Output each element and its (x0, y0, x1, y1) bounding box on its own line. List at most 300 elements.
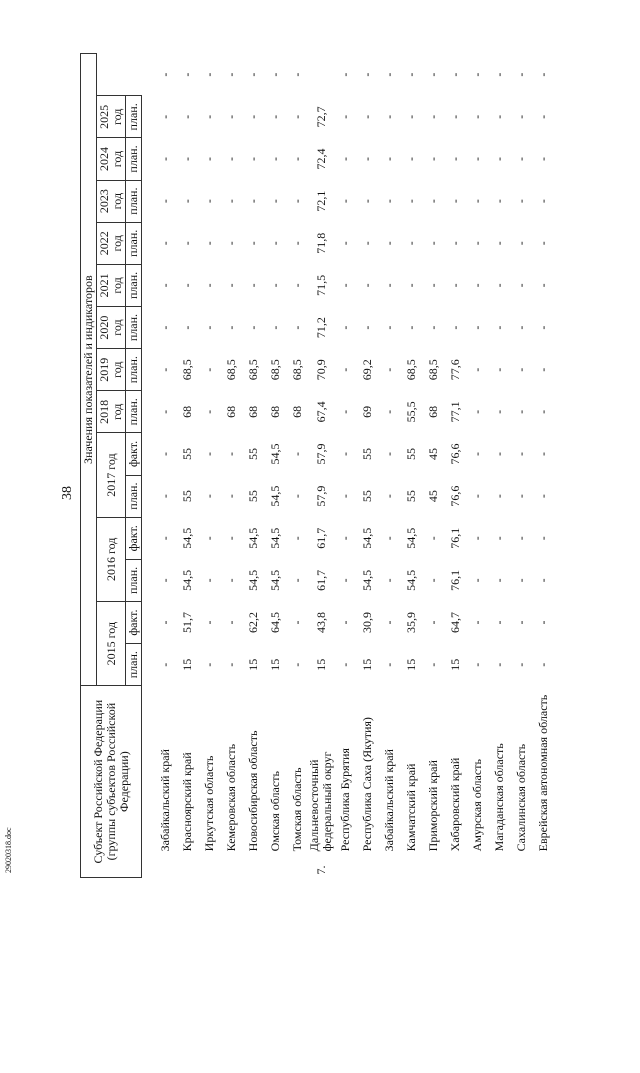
value-cell: - (179, 283, 194, 288)
value-cell: - (513, 367, 528, 372)
value-cell: - (491, 283, 506, 288)
value-cell: - (337, 283, 352, 288)
value-cell: - (267, 72, 282, 77)
value-cell: - (381, 241, 396, 246)
value-cell: - (359, 241, 374, 246)
footer-filename (4, 827, 16, 1073)
region-name: Забайкальский край (381, 749, 396, 852)
region-name: Забайкальский край (157, 749, 172, 852)
value-cell: - (425, 199, 440, 204)
value-cell: 68,5 (425, 359, 440, 381)
value-cell: - (267, 283, 282, 288)
value-cell: 15 (313, 658, 328, 671)
region-name: Магаданская область (491, 743, 506, 852)
value-cell: - (491, 325, 506, 330)
value-cell: - (469, 325, 484, 330)
value-cell: - (157, 409, 172, 414)
table-row (422, 54, 444, 878)
value-cell: 54,5 (359, 527, 374, 549)
value-cell: - (337, 494, 352, 499)
value-cell: - (381, 494, 396, 499)
value-cell: 69 (359, 405, 374, 418)
value-cell: - (337, 367, 352, 372)
indicators-header: Значения показателей и индикаторов (81, 54, 97, 686)
value-cell: - (535, 241, 550, 246)
value-cell: - (447, 114, 462, 119)
region-name: Хабаровский край (447, 757, 462, 852)
value-cell: - (491, 241, 506, 246)
value-cell: 67,4 (313, 401, 328, 423)
value-cell: - (245, 283, 260, 288)
region-name: Республика Саха (Якутия) (359, 717, 374, 852)
table-row (356, 54, 378, 878)
value-cell: - (425, 241, 440, 246)
value-cell: - (337, 72, 352, 77)
value-cell: 72,7 (313, 106, 328, 128)
value-cell: - (381, 662, 396, 667)
value-cell: - (245, 157, 260, 161)
value-cell: - (201, 157, 216, 161)
value-cell: - (201, 578, 216, 583)
value-cell: - (535, 536, 550, 541)
row-number (488, 854, 510, 877)
region-name: Еврейская автономная область (535, 694, 550, 852)
value-cell: - (337, 578, 352, 583)
table-row (466, 54, 488, 878)
value-cell: - (359, 72, 374, 77)
rotated-page (60, 40, 640, 880)
year-2024-header: 2024 год (97, 138, 126, 180)
value-cell: - (403, 199, 418, 204)
value-cell: - (359, 157, 374, 161)
value-cell: 15 (245, 658, 260, 671)
value-cell: 68,5 (267, 359, 282, 381)
value-cell: - (535, 325, 550, 330)
value-cell: 57,9 (313, 485, 328, 507)
value-cell: - (535, 620, 550, 625)
value-cell: - (513, 325, 528, 330)
value-cell: - (381, 536, 396, 541)
value-cell: - (491, 199, 506, 204)
region-name: Амурская область (469, 759, 484, 852)
value-cell: - (447, 283, 462, 288)
value-cell: - (337, 241, 352, 246)
table-row (242, 54, 264, 878)
value-cell: - (157, 367, 172, 372)
table-row (264, 54, 286, 878)
value-cell: - (513, 283, 528, 288)
table-row (308, 54, 334, 878)
year-2016-header: 2016 год (97, 517, 126, 601)
value-cell: - (201, 72, 216, 77)
value-cell: - (491, 494, 506, 499)
value-cell: 68 (223, 405, 238, 418)
value-cell: - (447, 241, 462, 246)
value-cell: - (337, 536, 352, 541)
value-cell: - (469, 199, 484, 204)
value-cell: 15 (447, 658, 462, 671)
region-name: Камчатский край (403, 763, 418, 852)
value-cell: - (469, 494, 484, 499)
value-cell: - (267, 241, 282, 246)
value-cell: - (469, 114, 484, 119)
value-cell: - (469, 283, 484, 288)
value-cell: - (491, 662, 506, 667)
region-name: Новосибирская область (245, 730, 260, 852)
value-cell: - (289, 620, 304, 625)
value-cell: - (337, 157, 352, 161)
fact-subheader: факт. (126, 601, 142, 643)
value-cell: 68,5 (289, 359, 304, 381)
value-cell: 72,4 (313, 148, 328, 170)
value-cell: - (513, 451, 528, 456)
value-cell: 57,9 (313, 443, 328, 465)
value-cell: - (157, 494, 172, 499)
value-cell: 15 (267, 658, 282, 671)
value-cell: - (491, 72, 506, 77)
value-cell: - (447, 325, 462, 330)
value-cell: 68 (289, 405, 304, 418)
value-cell: 68,5 (403, 359, 418, 381)
row-number (378, 854, 400, 877)
page-number: 38 (60, 486, 75, 500)
value-cell: - (425, 157, 440, 161)
value-cell: - (469, 241, 484, 246)
value-cell (308, 54, 334, 96)
plan-subheader: план. (126, 306, 142, 348)
plan-subheader: план. (126, 222, 142, 264)
value-cell: - (535, 578, 550, 583)
value-cell: 55 (403, 490, 418, 503)
value-cell: - (157, 662, 172, 667)
value-cell: - (179, 114, 194, 119)
row-number (154, 854, 176, 877)
value-cell: - (447, 199, 462, 204)
row-number (422, 854, 444, 877)
value-cell: - (447, 72, 462, 77)
value-cell: - (425, 114, 440, 119)
value-cell: - (337, 620, 352, 625)
value-cell: - (157, 536, 172, 541)
table-row (334, 54, 356, 878)
region-name: Красноярский край (179, 752, 194, 852)
year-2015-header: 2015 год (97, 601, 126, 685)
value-cell: - (381, 578, 396, 583)
region-name: Кемеровская область (223, 743, 238, 852)
value-cell: - (403, 114, 418, 119)
value-cell: - (535, 409, 550, 414)
value-cell: - (535, 662, 550, 667)
table-row (444, 54, 466, 878)
spacer-row (142, 54, 155, 878)
value-cell: 54,5 (267, 569, 282, 591)
value-cell: - (469, 578, 484, 583)
value-cell: - (289, 578, 304, 583)
value-cell: - (289, 199, 304, 204)
value-cell: - (513, 241, 528, 246)
value-cell: 68 (425, 405, 440, 418)
value-cell: - (179, 199, 194, 204)
value-cell: - (223, 536, 238, 541)
region-name: Иркутская область (201, 755, 216, 852)
value-cell: 68,5 (223, 359, 238, 381)
value-cell: 55 (359, 447, 374, 460)
value-cell: 68,5 (245, 359, 260, 381)
table-row (488, 54, 510, 878)
value-cell: 45 (425, 490, 440, 503)
year-2020-header: 2020 год (97, 306, 126, 348)
value-cell: 54,5 (245, 527, 260, 549)
row-number (510, 854, 532, 877)
value-cell: - (201, 325, 216, 330)
value-cell: - (535, 114, 550, 119)
value-cell: - (403, 241, 418, 246)
value-cell: - (223, 114, 238, 119)
value-cell: 15 (403, 658, 418, 671)
table-header (81, 54, 142, 878)
value-cell: 55 (359, 490, 374, 503)
value-cell: 55 (245, 490, 260, 503)
value-cell: 77,6 (447, 359, 462, 381)
value-cell: - (491, 451, 506, 456)
value-cell: - (513, 662, 528, 667)
value-cell: - (201, 536, 216, 541)
value-cell: - (289, 494, 304, 499)
footer-text: 29020318.doc (4, 827, 13, 873)
region-name: Приморский край (425, 760, 440, 852)
value-cell: - (245, 199, 260, 204)
value-cell: 62,2 (245, 612, 260, 634)
value-cell: - (289, 451, 304, 456)
year-2021-header: 2021 год (97, 264, 126, 306)
region-name: Сахалинская область (513, 743, 528, 852)
value-cell: - (223, 578, 238, 583)
value-cell: - (513, 409, 528, 414)
value-cell: - (381, 114, 396, 119)
value-cell: - (491, 409, 506, 414)
value-cell: - (535, 367, 550, 372)
value-cell: - (491, 578, 506, 583)
region-name: Республика Бурятия (337, 748, 352, 852)
table-row (510, 54, 532, 878)
value-cell: - (513, 114, 528, 119)
plan-subheader: план. (126, 475, 142, 517)
value-cell: - (425, 620, 440, 625)
year-2019-header: 2019 год (97, 349, 126, 391)
value-cell: - (381, 451, 396, 456)
value-cell: - (201, 241, 216, 246)
plan-subheader: план. (126, 180, 142, 222)
value-cell: - (201, 283, 216, 288)
value-cell: - (223, 72, 238, 77)
table-row (378, 54, 400, 878)
value-cell: 55 (403, 447, 418, 460)
value-cell: 68 (179, 405, 194, 418)
value-cell: - (337, 114, 352, 119)
value-cell: 71,8 (313, 232, 328, 254)
table-row (220, 54, 242, 878)
value-cell: - (223, 157, 238, 161)
value-cell: 54,5 (179, 527, 194, 549)
value-cell: - (201, 114, 216, 119)
value-cell: - (201, 409, 216, 414)
value-cell: - (289, 536, 304, 541)
value-cell: 64,7 (447, 612, 462, 634)
value-cell: - (201, 662, 216, 667)
value-cell: - (381, 325, 396, 330)
value-cell: 54,5 (245, 569, 260, 591)
value-cell: - (469, 662, 484, 667)
value-cell: - (381, 199, 396, 204)
value-cell: - (267, 325, 282, 330)
value-cell: - (223, 199, 238, 204)
value-cell: - (359, 283, 374, 288)
value-cell: - (469, 367, 484, 372)
value-cell: - (381, 72, 396, 77)
table-row (176, 54, 198, 878)
value-cell: - (201, 451, 216, 456)
value-cell: 68 (267, 405, 282, 418)
plan-subheader: план. (126, 138, 142, 180)
value-cell: - (337, 662, 352, 667)
value-cell: - (289, 325, 304, 330)
value-cell: 68,5 (179, 359, 194, 381)
table-body (142, 54, 555, 878)
value-cell: 30,9 (359, 612, 374, 634)
value-cell: - (403, 157, 418, 161)
value-cell: 76,6 (447, 485, 462, 507)
value-cell: - (201, 620, 216, 625)
value-cell: - (157, 72, 172, 77)
row-number (532, 854, 554, 877)
value-cell: 51,7 (179, 612, 194, 634)
value-cell: - (359, 114, 374, 119)
row-number (334, 854, 356, 877)
value-cell: - (359, 325, 374, 330)
value-cell: - (469, 72, 484, 77)
value-cell: - (535, 199, 550, 204)
region-name: Томская область (289, 767, 304, 852)
value-cell: - (381, 367, 396, 372)
value-cell: - (535, 451, 550, 456)
row-number (198, 854, 220, 877)
value-cell: - (337, 325, 352, 330)
value-cell: - (157, 114, 172, 119)
value-cell: - (403, 283, 418, 288)
value-cell: - (513, 620, 528, 625)
fact-subheader: факт. (126, 517, 142, 559)
year-2025-header: 2025 год (97, 96, 126, 138)
value-cell: - (267, 157, 282, 161)
value-cell: - (157, 620, 172, 625)
value-cell: 64,5 (267, 612, 282, 634)
value-cell: - (535, 494, 550, 499)
plan-subheader: план. (126, 559, 142, 601)
year-2022-header: 2022 год (97, 222, 126, 264)
value-cell: 54,5 (179, 569, 194, 591)
value-cell: - (179, 241, 194, 246)
value-cell: 61,7 (313, 569, 328, 591)
row-number: 7. (313, 865, 328, 875)
value-cell: 55 (245, 447, 260, 460)
value-cell: - (513, 72, 528, 77)
row-number (444, 854, 466, 877)
region-name: Дальневосточный федеральный округ (307, 751, 334, 852)
value-cell: 55 (179, 447, 194, 460)
value-cell: - (491, 114, 506, 119)
value-cell: - (535, 283, 550, 288)
value-cell: - (157, 283, 172, 288)
value-cell: - (469, 536, 484, 541)
value-cell: - (223, 494, 238, 499)
value-cell: - (359, 199, 374, 204)
value-cell: - (223, 451, 238, 456)
value-cell: 70,9 (313, 359, 328, 381)
value-cell: 76,6 (447, 443, 462, 465)
value-cell: 72,1 (313, 190, 328, 212)
subject-header: Субъект Российской Федерации (группы субъектов Российской Федерации) (81, 686, 142, 878)
value-cell: 55,5 (403, 401, 418, 423)
value-cell: - (245, 241, 260, 246)
value-cell: - (157, 241, 172, 246)
value-cell: - (513, 157, 528, 161)
value-cell: - (381, 157, 396, 161)
value-cell: 43,8 (313, 612, 328, 634)
table-row (154, 54, 176, 878)
value-cell: 69,2 (359, 359, 374, 381)
value-cell: - (289, 283, 304, 288)
value-cell: - (513, 494, 528, 499)
value-cell: 35,9 (403, 612, 418, 634)
value-cell: - (469, 451, 484, 456)
value-cell: - (201, 367, 216, 372)
plan-subheader: план. (126, 391, 142, 433)
value-cell: - (513, 199, 528, 204)
value-cell: - (425, 536, 440, 541)
value-cell: - (381, 283, 396, 288)
value-cell: - (245, 72, 260, 77)
value-cell: - (469, 409, 484, 414)
value-cell: - (535, 72, 550, 77)
value-cell: - (289, 157, 304, 161)
value-cell: 54,5 (267, 443, 282, 465)
value-cell: - (491, 367, 506, 372)
value-cell: - (289, 241, 304, 246)
value-cell: - (403, 72, 418, 77)
value-cell: - (201, 494, 216, 499)
year-2018-header: 2018 год (97, 391, 126, 433)
value-cell: - (513, 578, 528, 583)
table-row (400, 54, 422, 878)
value-cell: 76,1 (447, 569, 462, 591)
value-cell: - (223, 620, 238, 625)
row-number (400, 854, 422, 877)
value-cell: - (157, 157, 172, 161)
value-cell: 54,5 (267, 485, 282, 507)
value-cell: 71,2 (313, 317, 328, 339)
value-cell: - (179, 157, 194, 161)
year-2023-header: 2023 год (97, 180, 126, 222)
value-cell: - (223, 325, 238, 330)
value-cell: 45 (425, 447, 440, 460)
value-cell: - (223, 662, 238, 667)
region-name: Омская область (267, 771, 282, 852)
fact-subheader: факт. (126, 433, 142, 475)
plan-subheader: план. (126, 349, 142, 391)
value-cell: - (447, 157, 462, 161)
value-cell: - (469, 620, 484, 625)
value-cell: 61,7 (313, 527, 328, 549)
